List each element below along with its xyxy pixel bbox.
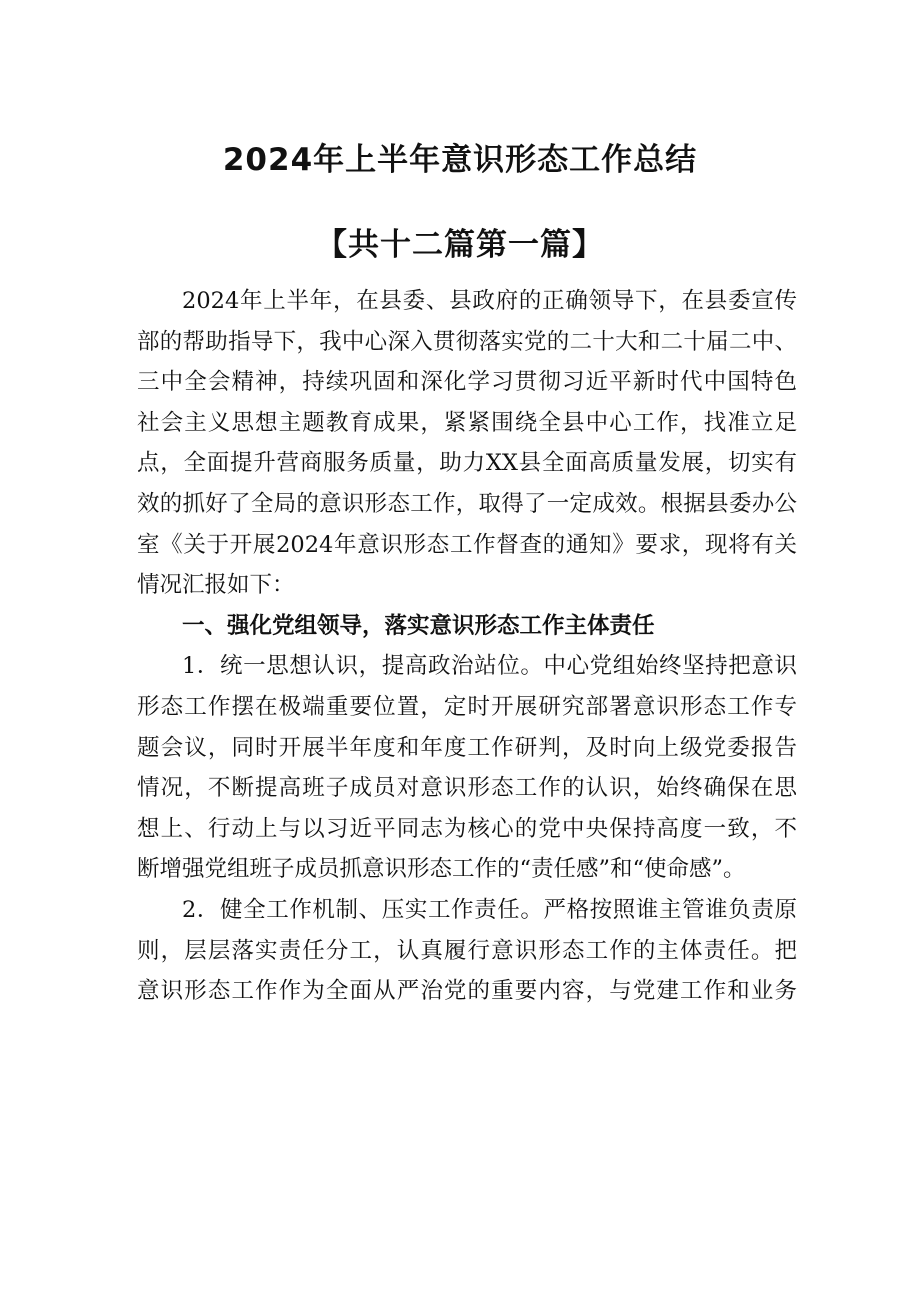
paragraph-line: 情况汇报如下： bbox=[137, 572, 295, 599]
paragraph-line: 室《关于开展2024年意识形态工作督查的通知》要求，现将有关 bbox=[137, 531, 797, 558]
section-heading: 一、强化党组领导，落实意识形态工作主体责任 bbox=[182, 612, 655, 639]
item-paragraph-2 bbox=[137, 890, 797, 1012]
paragraph-line: 形态工作摆在极端重要位置，定时开展研究部署意识形态工作专 bbox=[137, 693, 797, 720]
item-paragraph-1 bbox=[137, 646, 797, 890]
document-title: 2024年上半年意识形态工作总结 bbox=[222, 142, 698, 178]
paragraph-line: 想上、行动上与以习近平同志为核心的党中央保持高度一致，不 bbox=[137, 815, 797, 842]
intro-paragraph bbox=[137, 281, 797, 606]
paragraph-line: 则，层层落实责任分工，认真履行意识形态工作的主体责任。把 bbox=[137, 937, 797, 964]
paragraph-line: 2024年上半年，在县委、县政府的正确领导下，在县委宣传 bbox=[182, 288, 797, 314]
paragraph-line: 2．健全工作机制、压实工作责任。严格按照谁主管谁负责原 bbox=[182, 896, 797, 923]
paragraph-line: 部的帮助指导下，我中心深入贯彻落实党的二十大和二十届二中、 bbox=[137, 328, 797, 355]
paragraph-line: 点，全面提升营商服务质量，助力XX县全面高质量发展，切实有 bbox=[137, 450, 797, 477]
paragraph-line: 三中全会精神，持续巩固和深化学习贯彻习近平新时代中国特色 bbox=[137, 369, 797, 396]
paragraph-line: 1．统一思想认识，提高政治站位。中心党组始终坚持把意识 bbox=[182, 653, 797, 680]
paragraph-line: 断增强党组班子成员抓意识形态工作的“责任感”和“使命感”。 bbox=[137, 856, 746, 883]
document-subtitle: 【共十二篇第一篇】 bbox=[316, 227, 604, 263]
document-body bbox=[137, 281, 797, 1012]
paragraph-line: 社会主义思想主题教育成果，紧紧围绕全县中心工作，找准立足 bbox=[137, 409, 797, 436]
paragraph-line: 意识形态工作作为全面从严治党的重要内容，与党建工作和业务 bbox=[137, 978, 797, 1005]
paragraph-line: 情况，不断提高班子成员对意识形态工作的认识，始终确保在思 bbox=[137, 775, 797, 802]
paragraph-line: 效的抓好了全局的意识形态工作，取得了一定成效。根据县委办公 bbox=[137, 490, 797, 517]
paragraph-line: 题会议，同时开展半年度和年度工作研判，及时向上级党委报告 bbox=[137, 734, 797, 761]
